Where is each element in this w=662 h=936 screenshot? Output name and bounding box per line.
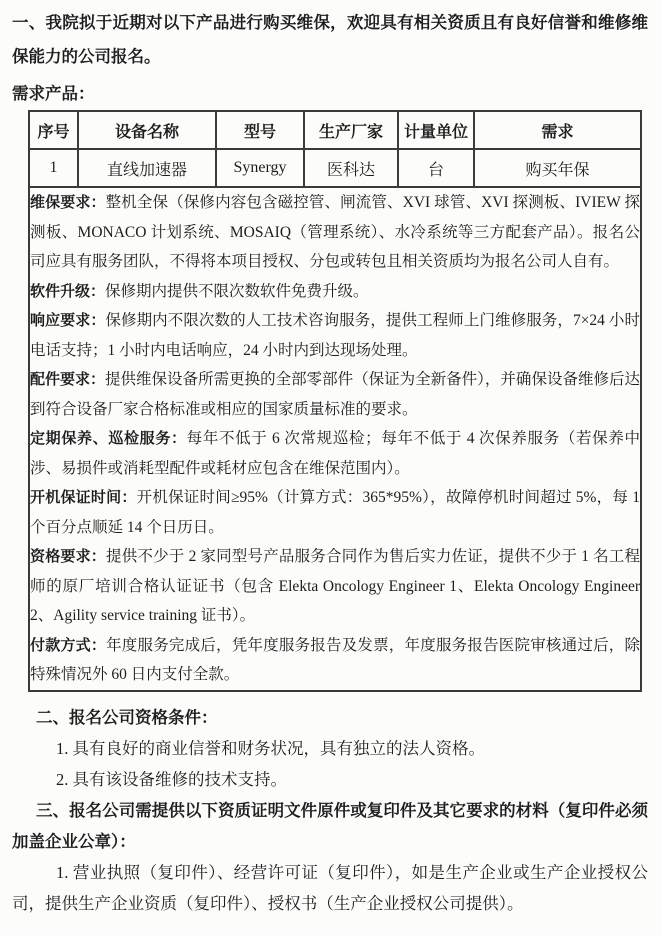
column-header-manufacturer: 生产厂家 (304, 111, 398, 149)
section-2-item-1: 1. 具有良好的商业信誉和财务状况，具有独立的法人资格。 (56, 738, 485, 758)
requirement-maintenance (30, 188, 640, 277)
requirement-response-text: 保修期内不限次数的人工技术咨询服务，提供工程师上门维修服务，7×24 小时电话支持；1 小时内电话响应，24 小时内到达现场处理。 (30, 312, 640, 359)
requirement-parts-text: 提供维保设备所需更换的全部零部件（保证为全新备件），并确保设备维修后达到符合设备厂家合格标准或相应的国家质量标准的要求。 (30, 371, 640, 418)
cell-index: 1 (29, 149, 78, 187)
cell-demand: 购买年保 (474, 149, 641, 187)
requirement-uptime-label: 开机保证时间： (30, 489, 137, 506)
section-3-heading: 三、报名公司需提供以下资质证明文件原件或复印件及其它要求的材料（复印件必须加盖企业公章）： (12, 800, 648, 851)
requirement-inspection-text: 每年不低于 6 次常规巡检；每年不低于 4 次保养服务（若保养中涉、易损件或消耗型配件或耗材应包含在维保范围内）。 (30, 430, 640, 477)
column-header-device-name: 设备名称 (78, 111, 216, 149)
requirement-qualification (30, 542, 640, 631)
column-header-index: 序号 (29, 111, 78, 149)
column-header-demand: 需求 (474, 111, 641, 149)
requirement-parts (30, 365, 640, 424)
requirements-cell (29, 187, 641, 691)
requirement-payment-text: 年度服务完成后，凭年度服务报告及发票，年度服务报告医院审核通过后，除特殊情况外 60 日内支付全款。 (30, 636, 640, 683)
requirement-software-upgrade-label: 软件升级： (30, 282, 106, 300)
requirement-software-upgrade-text: 保修期内提供不限次数软件免费升级。 (105, 282, 369, 300)
cell-device-name: 直线加速器 (78, 149, 216, 187)
requirement-inspection (30, 424, 640, 483)
cell-unit: 台 (398, 149, 474, 187)
section-2-heading: 二、报名公司资格条件： (36, 707, 218, 727)
requirement-response (30, 306, 640, 365)
requirement-software-upgrade (30, 277, 640, 307)
section-3-item-1: 1. 营业执照（复印件）、经营许可证（复印件），如是生产企业或生产企业授权公司，提供生产企业资质（复印件）、授权书（生产企业授权公司提供）。 (12, 862, 648, 913)
requirement-response-label: 响应要求： (30, 312, 106, 329)
requirement-qualification-label: 资格要求： (30, 548, 106, 565)
requirement-maintenance-text: 整机全保（保修内容包含磁控管、闸流管、XVI 球管、XVI 探测板、IVIEW 探测板、MONACO 计划系统、MOSAIQ（管理系统）、水冷系统等三方配套产品）。报名公司应具有服务团队，不得将本项目授权、分包或转包且相关资质均为报名公司人自有。 (30, 194, 640, 270)
requirement-payment (30, 631, 640, 690)
products-table (28, 110, 642, 692)
requirement-parts-label: 配件要求： (30, 371, 106, 388)
requirement-uptime-text: 开机保证时间≥95%（计算方式：365*95%），故障停机时间超过 5%，每 1 个百分点顺延 14 个日历日。 (30, 489, 640, 536)
cell-model: Synergy (216, 149, 304, 187)
requirement-maintenance-label: 维保要求： (30, 194, 106, 211)
table-header-row (29, 111, 641, 149)
demand-products-label: 需求产品： (12, 84, 95, 103)
requirement-inspection-label: 定期保养、巡检服务： (30, 430, 187, 447)
requirements-row (29, 187, 641, 691)
requirement-qualification-text: 提供不少于 2 家同型号产品服务合同作为售后实力佐证，提供不少于 1 名工程师的原厂培训合格认证证书（包含 Elekta Oncology Engineer 1、Elekta Oncology Engineer 2、Agility service training 证书）。 (30, 548, 640, 624)
column-header-model: 型号 (216, 111, 304, 149)
section-1-heading: 一、我院拟于近期对以下产品进行购买维保，欢迎具有相关资质且有良好信誉和维修维保能力的公司报名。 (12, 13, 648, 66)
table-row (29, 149, 641, 187)
column-header-unit: 计量单位 (398, 111, 474, 149)
requirement-uptime (30, 483, 640, 542)
cell-manufacturer: 医科达 (304, 149, 398, 187)
requirement-payment-label: 付款方式： (30, 636, 107, 654)
section-2-item-2: 2. 具有该设备维修的技术支持。 (56, 769, 287, 789)
